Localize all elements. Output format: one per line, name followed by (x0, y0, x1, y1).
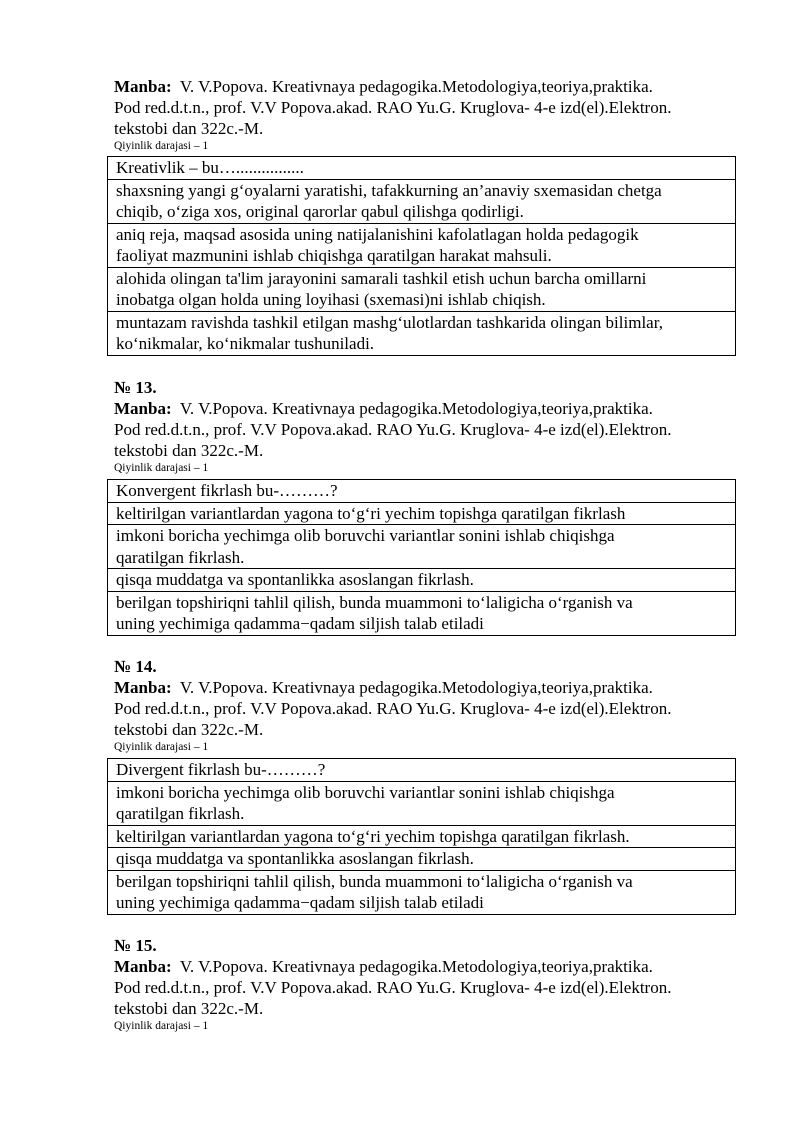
question-block-12 (114, 76, 744, 152)
option-row[interactable] (108, 179, 736, 223)
option-text[interactable]: berilgan topshiriqni tahlil qilish, bunda muammoni to‘laligicha o‘rganish va uning yechimiga qadamma−qadam siljish talab etiladi (108, 870, 736, 914)
answer-table-13 (107, 479, 736, 636)
source-line: V. V.Popova. Kreativnaya pedagogika.Metodologiya,teoriya,praktika. (179, 957, 653, 976)
option-row[interactable] (108, 591, 736, 635)
option-row[interactable] (108, 223, 736, 267)
difficulty-level: Qiyinlik darajasi – 1 (114, 741, 209, 753)
source-citation (114, 398, 744, 461)
source-citation (114, 956, 744, 1019)
question-row (108, 157, 736, 180)
option-row[interactable] (108, 825, 736, 848)
source-label: Manba: (114, 77, 172, 96)
question-number: № 15. (114, 936, 157, 955)
difficulty-level: Qiyinlik darajasi – 1 (114, 1020, 209, 1032)
option-text[interactable]: muntazam ravishda tashkil etilgan mashg‘ulotlardan tashkarida olingan bilimlar, ko‘nikmalar, ko‘nikmalar tushuniladi. (108, 311, 736, 355)
source-line: tekstobi dan 322c.-M. (114, 119, 264, 138)
source-line: V. V.Popova. Kreativnaya pedagogika.Metodologiya,teoriya,praktika. (179, 77, 653, 96)
option-text[interactable]: keltirilgan variantlardan yagona to‘g‘ri yechim topishga qaratilgan fikrlash (108, 502, 736, 525)
source-line: Pod red.d.t.n., prof. V.V Popova.akad. RAO Yu.G. Kruglova- 4-e izd(el).Elektron. (114, 420, 672, 439)
option-text[interactable]: alohida olingan ta'lim jarayonini samarali tashkil etish uchun barcha omillarni inobatga olgan holda uning loyihasi (sxemasi)ni ishlab chiqish. (108, 267, 736, 311)
option-text[interactable]: qisqa muddatga va spontanlikka asoslangan fikrlash. (108, 848, 736, 871)
question-number: № 14. (114, 657, 157, 676)
question-number: № 13. (114, 378, 157, 397)
option-text[interactable]: imkoni boricha yechimga olib boruvchi variantlar sonini ishlab chiqishga qaratilgan fikrlash. (108, 525, 736, 569)
question-text: Konvergent fikrlash bu-………? (108, 480, 736, 503)
source-line: tekstobi dan 322c.-M. (114, 999, 264, 1018)
source-line: tekstobi dan 322c.-M. (114, 441, 264, 460)
option-row[interactable] (108, 870, 736, 914)
option-row[interactable] (108, 502, 736, 525)
source-label: Manba: (114, 678, 172, 697)
question-text: Divergent fikrlash bu-………? (108, 759, 736, 782)
question-block-15 (114, 935, 744, 1032)
source-line: Pod red.d.t.n., prof. V.V Popova.akad. RAO Yu.G. Kruglova- 4-e izd(el).Elektron. (114, 699, 672, 718)
option-row[interactable] (108, 267, 736, 311)
source-line: V. V.Popova. Kreativnaya pedagogika.Metodologiya,teoriya,praktika. (179, 678, 653, 697)
answer-table-14 (107, 758, 736, 915)
source-line: Pod red.d.t.n., prof. V.V Popova.akad. RAO Yu.G. Kruglova- 4-e izd(el).Elektron. (114, 98, 672, 117)
question-text: Kreativlik – bu…................ (108, 157, 736, 180)
option-row[interactable] (108, 311, 736, 355)
source-label: Manba: (114, 399, 172, 418)
option-text[interactable]: qisqa muddatga va spontanlikka asoslangan fikrlash. (108, 569, 736, 592)
source-line: tekstobi dan 322c.-M. (114, 720, 264, 739)
option-row[interactable] (108, 525, 736, 569)
option-text[interactable]: berilgan topshiriqni tahlil qilish, bunda muammoni to‘laligicha o‘rganish va uning yechimiga qadamma−qadam siljish talab etiladi (108, 591, 736, 635)
question-row (108, 759, 736, 782)
option-row[interactable] (108, 848, 736, 871)
question-block-14 (114, 656, 744, 753)
source-label: Manba: (114, 957, 172, 976)
option-text[interactable]: shaxsning yangi g‘oyalarni yaratishi, tafakkurning an’anaviy sxemasidan chetga chiqib, o‘ziga xos, original qarorlar qabul qilishga qodirligi. (108, 179, 736, 223)
option-text[interactable]: keltirilgan variantlardan yagona to‘g‘ri yechim topishga qaratilgan fikrlash. (108, 825, 736, 848)
source-citation (114, 677, 744, 740)
question-row (108, 480, 736, 503)
option-text[interactable]: imkoni boricha yechimga olib boruvchi variantlar sonini ishlab chiqishga qaratilgan fikrlash. (108, 781, 736, 825)
difficulty-level: Qiyinlik darajasi – 1 (114, 462, 209, 474)
answer-table-12 (107, 156, 736, 356)
option-row[interactable] (108, 781, 736, 825)
option-row[interactable] (108, 569, 736, 592)
source-citation (114, 76, 744, 139)
question-block-13 (114, 377, 744, 474)
option-text[interactable]: aniq reja, maqsad asosida uning natijalanishini kafolatlagan holda pedagogik faoliyat mazmunini ishlab chiqishga qaratilgan harakat mahsuli. (108, 223, 736, 267)
source-line: Pod red.d.t.n., prof. V.V Popova.akad. RAO Yu.G. Kruglova- 4-e izd(el).Elektron. (114, 978, 672, 997)
source-line: V. V.Popova. Kreativnaya pedagogika.Metodologiya,teoriya,praktika. (179, 399, 653, 418)
difficulty-level: Qiyinlik darajasi – 1 (114, 140, 209, 152)
